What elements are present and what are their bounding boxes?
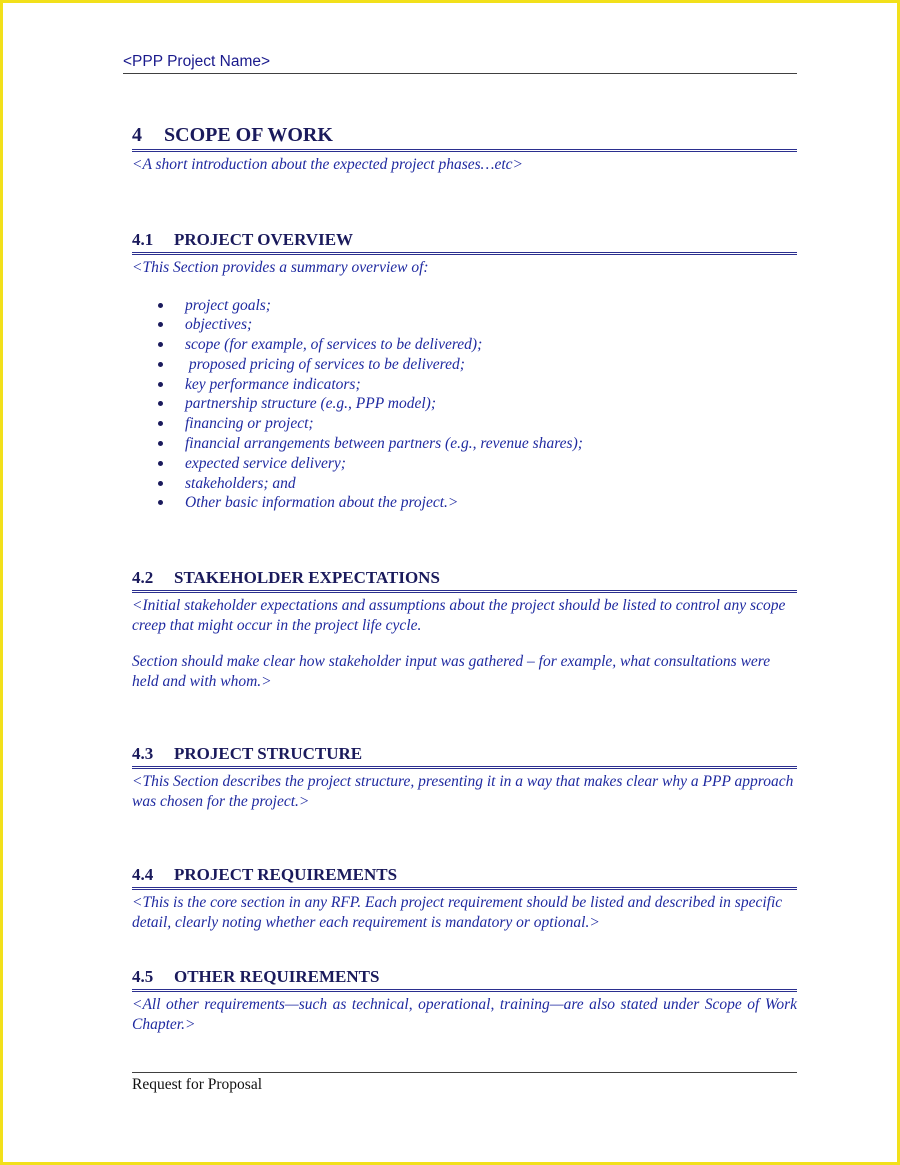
list-item: project goals; [132, 296, 797, 316]
bullet-icon [158, 500, 163, 505]
section-heading [132, 967, 797, 992]
list-item: Other basic information about the project.> [132, 493, 797, 513]
section-title: SCOPE OF WORK [164, 124, 333, 146]
section-title: OTHER REQUIREMENTS [174, 967, 380, 986]
section-project-structure [132, 744, 797, 811]
section-title: PROJECT OVERVIEW [174, 230, 354, 249]
overview-bullet-list [132, 296, 797, 514]
list-item: objectives; [132, 315, 797, 335]
section-title: STAKEHOLDER EXPECTATIONS [174, 568, 440, 587]
section-intro: <A short introduction about the expected project phases…etc> [132, 156, 523, 173]
list-item: stakeholders; and [132, 474, 797, 494]
section-heading [132, 568, 797, 593]
list-item: financial arrangements between partners (e.g., revenue shares); [132, 434, 797, 454]
section-heading [132, 744, 797, 769]
bullet-icon [158, 362, 163, 367]
section-paragraph: <This is the core section in any RFP. Each project requirement should be listed and described in specific detail, clearly noting whether each requirement is mandatory or optional.> [132, 894, 783, 931]
bullet-icon [158, 441, 163, 446]
section-title: PROJECT STRUCTURE [174, 744, 363, 763]
bullet-icon [158, 421, 163, 426]
section-project-overview [132, 230, 797, 513]
bullet-icon [158, 342, 163, 347]
section-project-requirements [132, 865, 797, 932]
section-number: 4.5 [132, 967, 154, 986]
page-footer [132, 1072, 797, 1094]
section-heading [132, 230, 797, 255]
list-item: proposed pricing of services to be delivered; [132, 355, 797, 375]
bullet-icon [158, 382, 163, 387]
footer-text: Request for Proposal [132, 1076, 263, 1093]
page-header [123, 53, 797, 74]
section-intro: <This Section provides a summary overview of: [132, 259, 429, 276]
section-heading [132, 865, 797, 890]
section-stakeholder-expectations [132, 568, 797, 691]
section-title: PROJECT REQUIREMENTS [174, 865, 398, 884]
bullet-icon [158, 401, 163, 406]
list-item: scope (for example, of services to be delivered); [132, 335, 797, 355]
bullet-icon [158, 481, 163, 486]
section-number: 4.4 [132, 865, 154, 884]
list-item: key performance indicators; [132, 375, 797, 395]
header-project-name: <PPP Project Name> [123, 53, 271, 70]
section-paragraph: <Initial stakeholder expectations and assumptions about the project should be listed to control any scope creep that might occur in the project life cycle. [132, 597, 786, 634]
bullet-icon [158, 303, 163, 308]
section-heading [132, 124, 797, 152]
section-paragraph: <This Section describes the project structure, presenting it in a way that makes clear why a PPP approach was chosen for the project.> [132, 773, 794, 810]
section-number: 4.3 [132, 744, 154, 763]
section-other-requirements [132, 967, 797, 1034]
section-number: 4.1 [132, 230, 154, 249]
list-item: financing or project; [132, 414, 797, 434]
section-paragraph: Section should make clear how stakeholder input was gathered – for example, what consultations were held and with whom.> [132, 653, 771, 690]
section-number: 4.2 [132, 568, 154, 587]
section-scope-of-work [132, 124, 797, 175]
section-number: 4 [132, 124, 142, 146]
bullet-icon [158, 461, 163, 466]
list-item: expected service delivery; [132, 454, 797, 474]
list-item: partnership structure (e.g., PPP model); [132, 394, 797, 414]
section-paragraph: <All other requirements—such as technical, operational, training—are also stated under Scope of Work Chapter.> [132, 996, 797, 1033]
bullet-icon [158, 322, 163, 327]
